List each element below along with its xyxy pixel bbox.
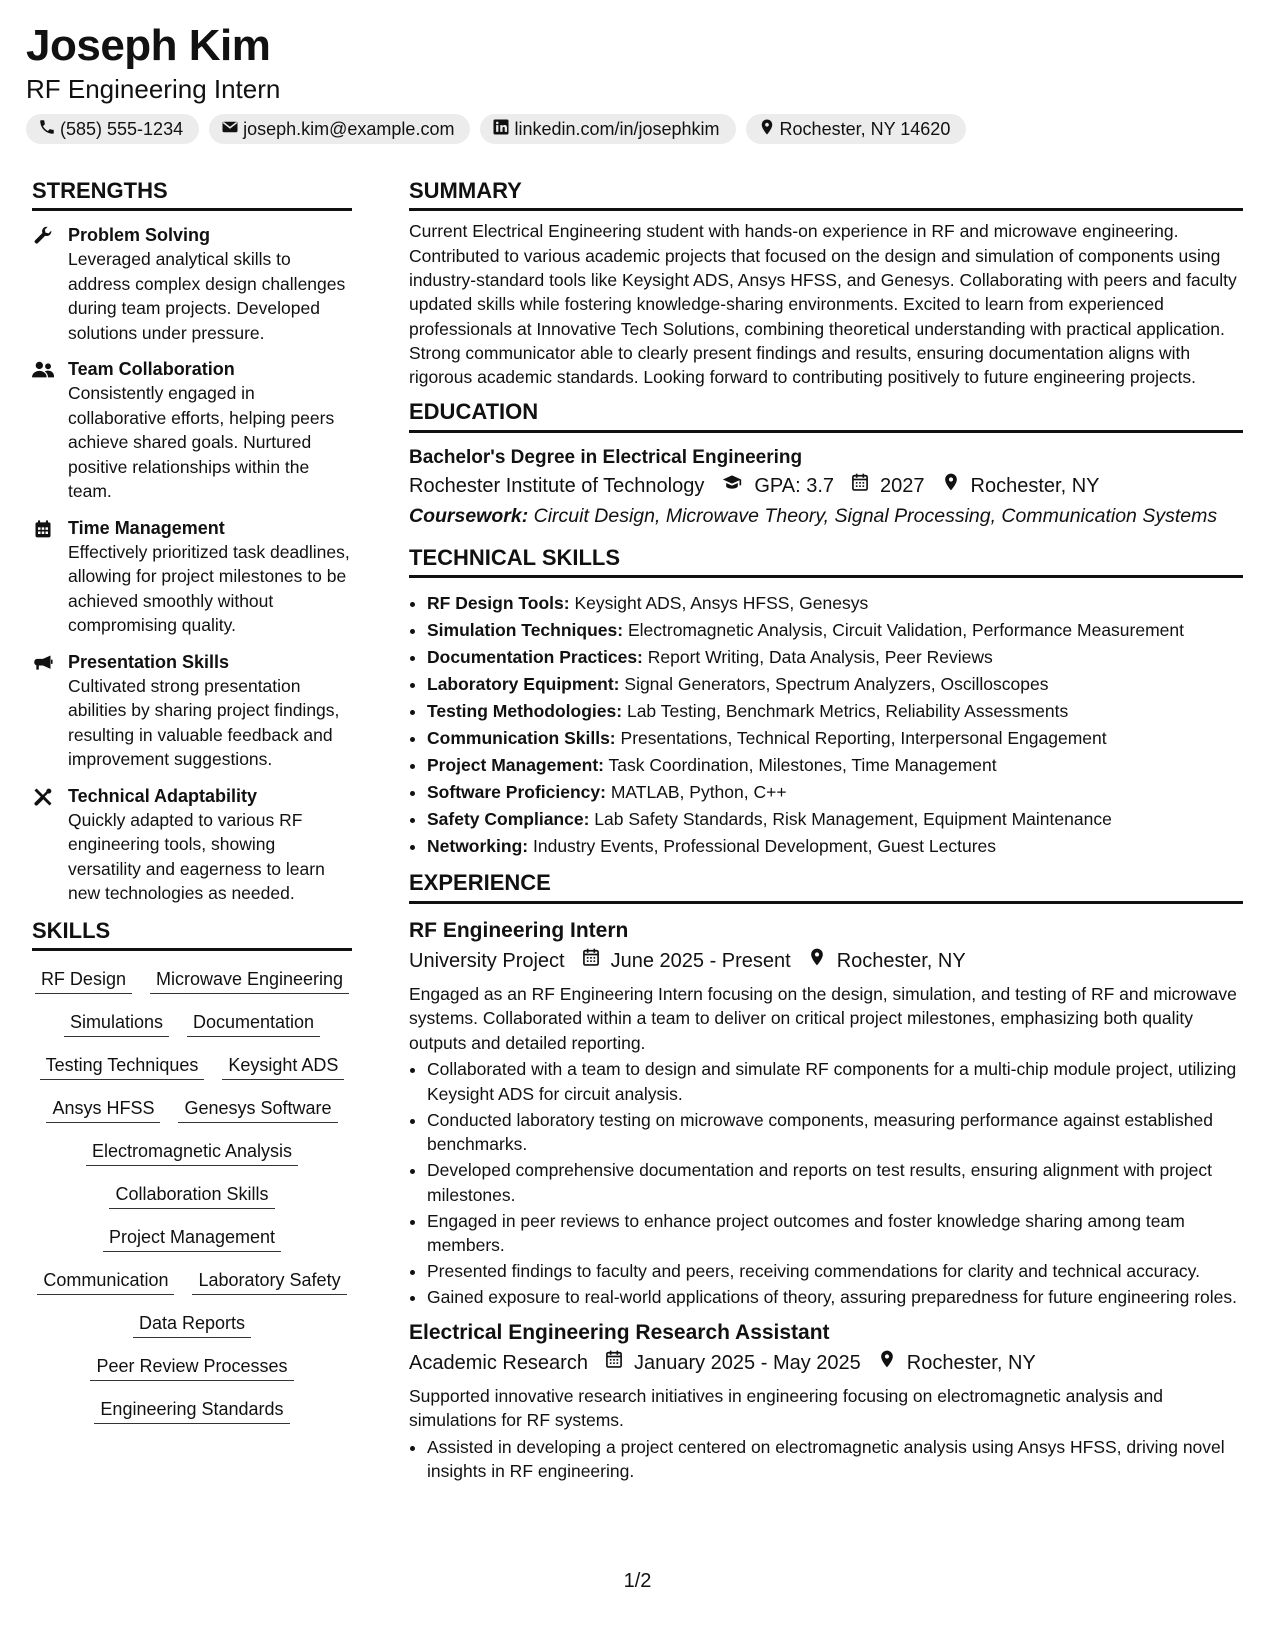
skill-chip: Documentation	[187, 1010, 320, 1037]
skill-value: Presentations, Technical Reporting, Interpersonal Engagement	[620, 728, 1107, 749]
skill-label: Networking:	[427, 836, 529, 857]
skill-label: Project Management:	[427, 755, 604, 776]
skill-chip: Peer Review Processes	[90, 1354, 293, 1381]
list-item	[427, 833, 1243, 860]
phone-contact[interactable]	[26, 114, 199, 144]
job-description: Engaged as an RF Engineering Intern focusing on the design, simulation, and testing of RF and microwave systems. Collaborated within a team to deliver on critical project milestones, emphasizing both quality outputs and detailed reporting.	[409, 983, 1237, 1053]
list-item	[427, 725, 1243, 752]
skill-value: Electromagnetic Analysis, Circuit Validation, Performance Measurement	[627, 620, 1184, 641]
job-meta	[409, 946, 1243, 976]
skill-value: Task Coordination, Milestones, Time Management	[608, 755, 997, 776]
contact-bar	[26, 114, 966, 144]
strength-title: Team Collaboration	[68, 359, 235, 380]
skill-label: Documentation Practices:	[427, 647, 643, 668]
list-item: • Developed comprehensive documentation and reports on test results, ensuring alignment with project milestones.	[427, 1158, 1243, 1207]
coursework-text: Circuit Design, Microwave Theory, Signal Processing, Communication Systems	[533, 504, 1218, 527]
job-entry	[409, 916, 1243, 1310]
wrench-icon	[32, 223, 56, 345]
list-item: • Presented findings to faculty and peers, receiving commendations for clarity and technical accuracy.	[427, 1259, 1243, 1284]
skill-label: Communication Skills:	[427, 728, 616, 749]
coursework-label: Coursework:	[409, 504, 529, 527]
list-item	[427, 671, 1243, 698]
job-bullets	[409, 1435, 1243, 1484]
skill-value: Lab Testing, Benchmark Metrics, Reliability Assessments	[626, 701, 1069, 722]
education-degree: Bachelor's Degree in Electrical Engineering	[409, 446, 803, 468]
strength-title: Technical Adaptability	[68, 785, 258, 806]
strengths-heading: STRENGTHS	[32, 178, 352, 211]
linkedin-text: linkedin.com/in/josephkim	[514, 118, 720, 139]
summary-heading: SUMMARY	[409, 178, 1243, 211]
coursework-line	[409, 501, 1243, 531]
technical-skills-heading: TECHNICAL SKILLS	[409, 545, 1243, 578]
job-location: Rochester, NY	[906, 1351, 1036, 1374]
map-pin-icon	[941, 471, 961, 501]
calendar-icon	[581, 946, 601, 976]
skill-chip: Electromagnetic Analysis	[86, 1139, 298, 1166]
list-item	[427, 617, 1243, 644]
candidate-title: RF Engineering Intern	[26, 74, 281, 104]
linkedin-icon	[492, 118, 510, 141]
users-icon	[32, 357, 56, 504]
strength-title: Problem Solving	[68, 225, 211, 246]
list-item: • Conducted laboratory testing on microwave components, measuring performance against established benchmarks.	[427, 1108, 1243, 1157]
skill-chip: Testing Techniques	[40, 1053, 205, 1080]
location-contact[interactable]	[746, 114, 967, 144]
strength-item	[32, 650, 352, 772]
strength-title: Presentation Skills	[68, 651, 230, 672]
strength-item	[32, 223, 352, 345]
skill-value: MATLAB, Python, C++	[610, 782, 787, 803]
page-number: 1/2	[623, 1570, 652, 1592]
linkedin-contact[interactable]	[480, 114, 735, 144]
strength-item	[32, 357, 352, 504]
skill-chip: Microwave Engineering	[150, 967, 349, 994]
right-column	[409, 178, 1243, 1492]
skill-value: Keysight ADS, Ansys HFSS, Genesys	[574, 593, 869, 614]
skills-heading: SKILLS	[32, 918, 352, 951]
strength-desc: Cultivated strong presentation abilities by sharing project findings, resulting in valuable feedback and improvement suggestions.	[68, 675, 340, 770]
technical-skills-list	[409, 590, 1243, 860]
skill-label: RF Design Tools:	[427, 593, 570, 614]
strength-desc: Effectively prioritized task deadlines, allowing for project milestones to be achieved smoothly without compromising quality.	[68, 541, 350, 636]
job-title: RF Engineering Intern	[409, 918, 629, 942]
skill-chip: Engineering Standards	[94, 1397, 289, 1424]
skill-chip: Genesys Software	[178, 1096, 337, 1123]
skill-chip: Keysight ADS	[222, 1053, 344, 1080]
email-text: joseph.kim@example.com	[243, 118, 455, 139]
skill-label: Simulation Techniques:	[427, 620, 624, 641]
list-item: • Engaged in peer reviews to enhance project outcomes and foster knowledge sharing among team members.	[427, 1209, 1243, 1258]
left-column	[32, 178, 352, 1424]
experience-heading: EXPERIENCE	[409, 870, 1243, 903]
email-contact[interactable]	[209, 114, 470, 144]
map-pin-icon	[807, 946, 827, 976]
skill-value: Industry Events, Professional Development, Guest Lectures	[533, 836, 997, 857]
strength-item	[32, 516, 352, 638]
calendar-icon	[850, 471, 870, 501]
job-meta	[409, 1348, 1243, 1378]
job-location: Rochester, NY	[836, 949, 966, 972]
list-item: • Gained exposure to real-world applications of theory, assuring preparedness for future engineering roles.	[427, 1285, 1243, 1310]
education-gpa: GPA: 3.7	[754, 474, 835, 497]
education-heading: EDUCATION	[409, 399, 1243, 432]
strength-title: Time Management	[68, 517, 225, 538]
tools-icon	[32, 784, 56, 906]
education-year: 2027	[880, 474, 925, 497]
skill-chip: Data Reports	[133, 1311, 251, 1338]
job-org: University Project	[409, 949, 565, 972]
skill-value: Report Writing, Data Analysis, Peer Reviews	[647, 647, 993, 668]
list-item: • Assisted in developing a project centered on electromagnetic analysis using Ansys HFSS, driving novel insights in RF engineering.	[427, 1435, 1243, 1484]
skill-label: Software Proficiency:	[427, 782, 606, 803]
candidate-name: Joseph Kim	[26, 21, 271, 70]
list-item	[427, 644, 1243, 671]
map-pin-icon	[877, 1348, 897, 1378]
skill-chip: Simulations	[64, 1010, 169, 1037]
education-meta	[409, 471, 1243, 501]
strength-item	[32, 784, 352, 906]
job-title: Electrical Engineering Research Assistant	[409, 1320, 830, 1344]
skill-chip: Communication	[37, 1268, 174, 1295]
skill-value: Signal Generators, Spectrum Analyzers, Oscilloscopes	[624, 674, 1049, 695]
phone-icon	[38, 118, 56, 141]
calendar-icon	[604, 1348, 624, 1378]
map-pin-icon	[758, 118, 776, 141]
education-school: Rochester Institute of Technology	[409, 474, 705, 497]
strength-desc: Leveraged analytical skills to address complex design challenges during team projects. Developed solutions under pressure.	[68, 249, 346, 343]
job-bullets	[409, 1057, 1243, 1310]
job-description: Supported innovative research initiatives in engineering focusing on electromagnetic analysis and simulations for RF systems.	[409, 1385, 1163, 1431]
summary-text: Current Electrical Engineering student with hands-on experience in RF and microwave engineering. Contributed to various academic projects that focused on the design and simulation of components using industry-standard tools like Keysight ADS, Ansys HFSS, and Genesys. Collaborating with peers and faculty updated skills while fostering knowledge-sharing environments. Excited to learn from experienced professionals at Innovative Tech Solutions, combining theoretical understanding with practical application. Strong communicator able to clearly present findings and results, ensuring documentation aligns with rigorous academic standards. Looking forward to contributing positively to future engineering projects.	[409, 221, 1237, 388]
list-item	[427, 779, 1243, 806]
job-dates: January 2025 - May 2025	[633, 1351, 861, 1374]
graduation-cap-icon	[720, 471, 744, 501]
phone-text: (585) 555-1234	[60, 118, 184, 139]
skill-chip: Collaboration Skills	[109, 1182, 274, 1209]
calendar-icon	[32, 516, 56, 638]
megaphone-icon	[32, 650, 56, 772]
envelope-icon	[221, 118, 239, 141]
list-item	[427, 698, 1243, 725]
job-entry	[409, 1318, 1243, 1484]
education-location: Rochester, NY	[970, 474, 1100, 497]
job-org: Academic Research	[409, 1351, 588, 1374]
skill-label: Laboratory Equipment:	[427, 674, 620, 695]
skill-label: Safety Compliance:	[427, 809, 590, 830]
list-item	[427, 806, 1243, 833]
skill-chip: RF Design	[35, 967, 132, 994]
strength-desc: Quickly adapted to various RF engineering tools, showing versatility and eagerness to learn new technologies as needed.	[68, 809, 325, 904]
skill-chip: Project Management	[103, 1225, 281, 1252]
list-item: • Collaborated with a team to design and simulate RF components for a multi-chip module project, utilizing Keysight ADS for circuit analysis.	[427, 1057, 1243, 1106]
job-dates: June 2025 - Present	[610, 949, 791, 972]
list-item	[427, 752, 1243, 779]
skill-chip: Laboratory Safety	[192, 1268, 346, 1295]
strength-desc: Consistently engaged in collaborative efforts, helping peers achieve shared goals. Nurtured positive relationships within the team.	[68, 383, 335, 502]
list-item	[427, 590, 1243, 617]
skill-chip: Ansys HFSS	[46, 1096, 160, 1123]
skills-list	[32, 963, 352, 1424]
skill-value: Lab Safety Standards, Risk Management, Equipment Maintenance	[594, 809, 1112, 830]
skill-label: Testing Methodologies:	[427, 701, 623, 722]
location-text: Rochester, NY 14620	[779, 118, 951, 139]
